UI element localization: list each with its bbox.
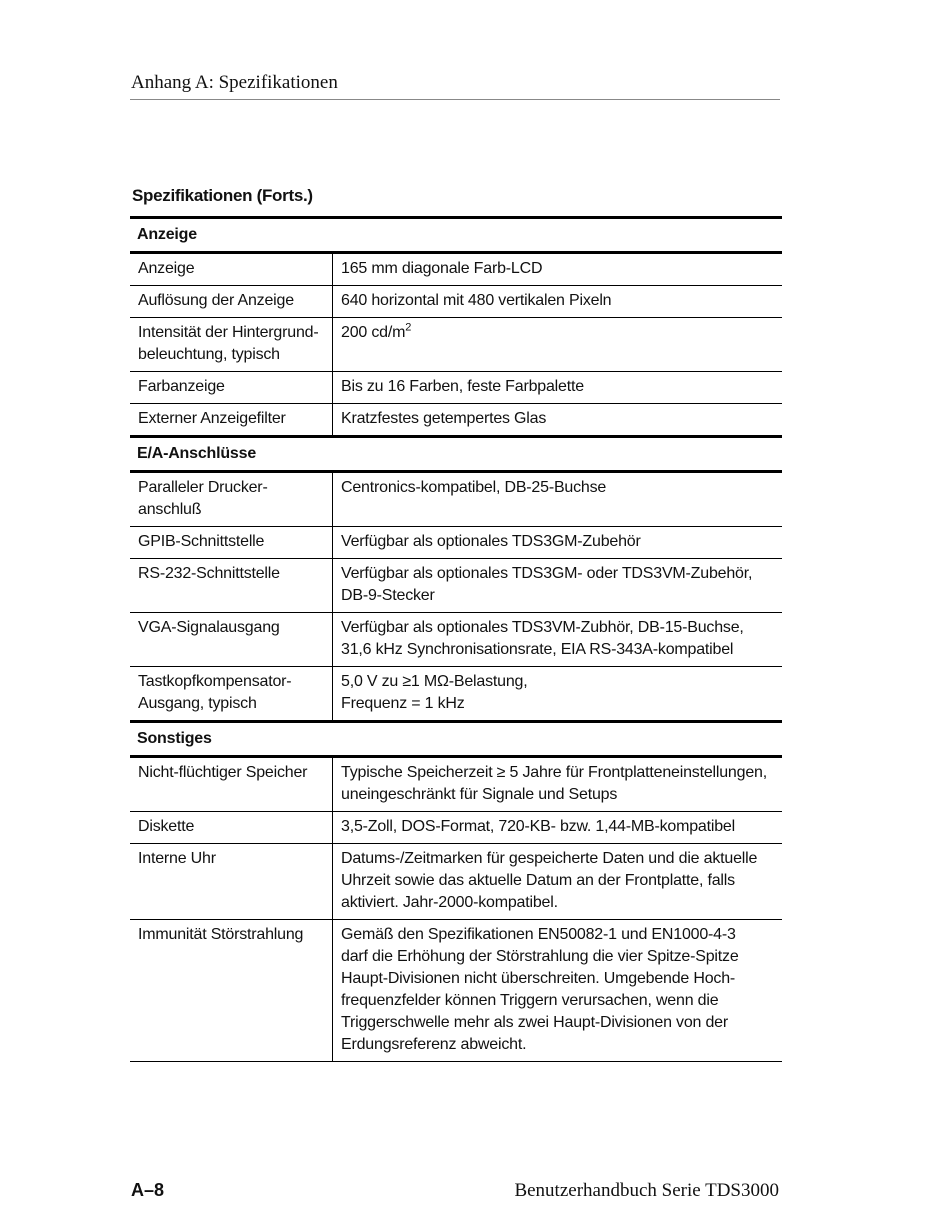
- table-row: [130, 472, 782, 527]
- parameter-cell: Externer Anzeigefilter: [130, 404, 333, 437]
- table-row: [130, 527, 782, 559]
- table-row: [130, 253, 782, 286]
- section-row: [130, 218, 782, 253]
- parameter-cell: Tastkopfkompensator- Ausgang, typisch: [130, 667, 333, 722]
- spec-table: [130, 216, 782, 1062]
- table-row: [130, 372, 782, 404]
- table-row: [130, 920, 782, 1062]
- parameter-cell: RS-232-Schnittstelle: [130, 559, 333, 613]
- parameter-cell: VGA-Signalausgang: [130, 613, 333, 667]
- section-heading: Sonstiges: [130, 722, 782, 757]
- table-row: [130, 812, 782, 844]
- table-row: [130, 667, 782, 722]
- table-row: [130, 844, 782, 920]
- parameter-cell: Auflösung der Anzeige: [130, 286, 333, 318]
- value-cell: Bis zu 16 Farben, feste Farbpalette: [333, 372, 783, 404]
- section-heading: E/A-Anschlüsse: [130, 437, 782, 472]
- table-row: [130, 286, 782, 318]
- table-row: [130, 559, 782, 613]
- value-cell: 3,5-Zoll, DOS-Format, 720-KB- bzw. 1,44-MB-kompatibel: [333, 812, 783, 844]
- value-cell: Centronics-kompatibel, DB-25-Buchse: [333, 472, 783, 527]
- table-row: [130, 613, 782, 667]
- parameter-cell: Diskette: [130, 812, 333, 844]
- parameter-cell: GPIB-Schnittstelle: [130, 527, 333, 559]
- parameter-cell: Anzeige: [130, 253, 333, 286]
- value-cell: Typische Speicherzeit ≥ 5 Jahre für Frontplatteneinstellungen, uneingeschränkt für Signale und Setups: [333, 757, 783, 812]
- value-cell: 5,0 V zu ≥1 MΩ-Belastung, Frequenz = 1 kHz: [333, 667, 783, 722]
- manual-title: Benutzerhandbuch Serie TDS3000: [514, 1180, 779, 1201]
- table-caption: Spezifikationen (Forts.): [132, 186, 313, 205]
- table-row: [130, 404, 782, 437]
- value-cell: Datums-/Zeitmarken für gespeicherte Daten und die aktuelle Uhrzeit sowie das aktuelle Datum an der Frontplatte, falls aktiviert. Jahr-2000-kompatibel.: [333, 844, 783, 920]
- page-number: A–8: [131, 1180, 165, 1200]
- parameter-cell: Immunität Störstrahlung: [130, 920, 333, 1062]
- spec-table-body: [130, 218, 782, 1062]
- table-row: [130, 757, 782, 812]
- value-cell: Kratzfestes getempertes Glas: [333, 404, 783, 437]
- header-rule: [130, 99, 780, 100]
- value-cell: Verfügbar als optionales TDS3GM- oder TDS3VM-Zubehör, DB-9-Stecker: [333, 559, 783, 613]
- parameter-cell: Paralleler Drucker- anschluß: [130, 472, 333, 527]
- value-cell: Gemäß den Spezifikationen EN50082-1 und EN1000-4-3 darf die Erhöhung der Störstrahlung die vier Spitze-Spitze Haupt-Divisionen nicht überschreiten. Umgebende Hoch- frequenzfelder können Triggern verursachen, wenn die Triggerschwelle mehr als zwei Haupt-Divisionen von der Erdungsreferenz abweicht.: [333, 920, 783, 1062]
- section-heading: Anzeige: [130, 218, 782, 253]
- parameter-cell: Intensität der Hintergrund- beleuchtung, typisch: [130, 318, 333, 372]
- parameter-cell: Farbanzeige: [130, 372, 333, 404]
- section-row: [130, 722, 782, 757]
- value-cell: Verfügbar als optionales TDS3GM-Zubehör: [333, 527, 783, 559]
- value-cell: 165 mm diagonale Farb-LCD: [333, 253, 783, 286]
- value-cell: Verfügbar als optionales TDS3VM-Zubhör, DB-15-Buchse, 31,6 kHz Synchronisationsrate, EIA RS-343A-kompatibel: [333, 613, 783, 667]
- value-cell: 200 $cd/m^2$: [333, 318, 783, 372]
- superscript: 2: [405, 321, 412, 334]
- table-row: [130, 318, 782, 372]
- parameter-cell: Nicht-flüchtiger Speicher: [130, 757, 333, 812]
- value-cell: 640 horizontal mit 480 vertikalen Pixeln: [333, 286, 783, 318]
- parameter-cell: Interne Uhr: [130, 844, 333, 920]
- section-row: [130, 437, 782, 472]
- running-header: Anhang A: Spezifikationen: [131, 72, 338, 93]
